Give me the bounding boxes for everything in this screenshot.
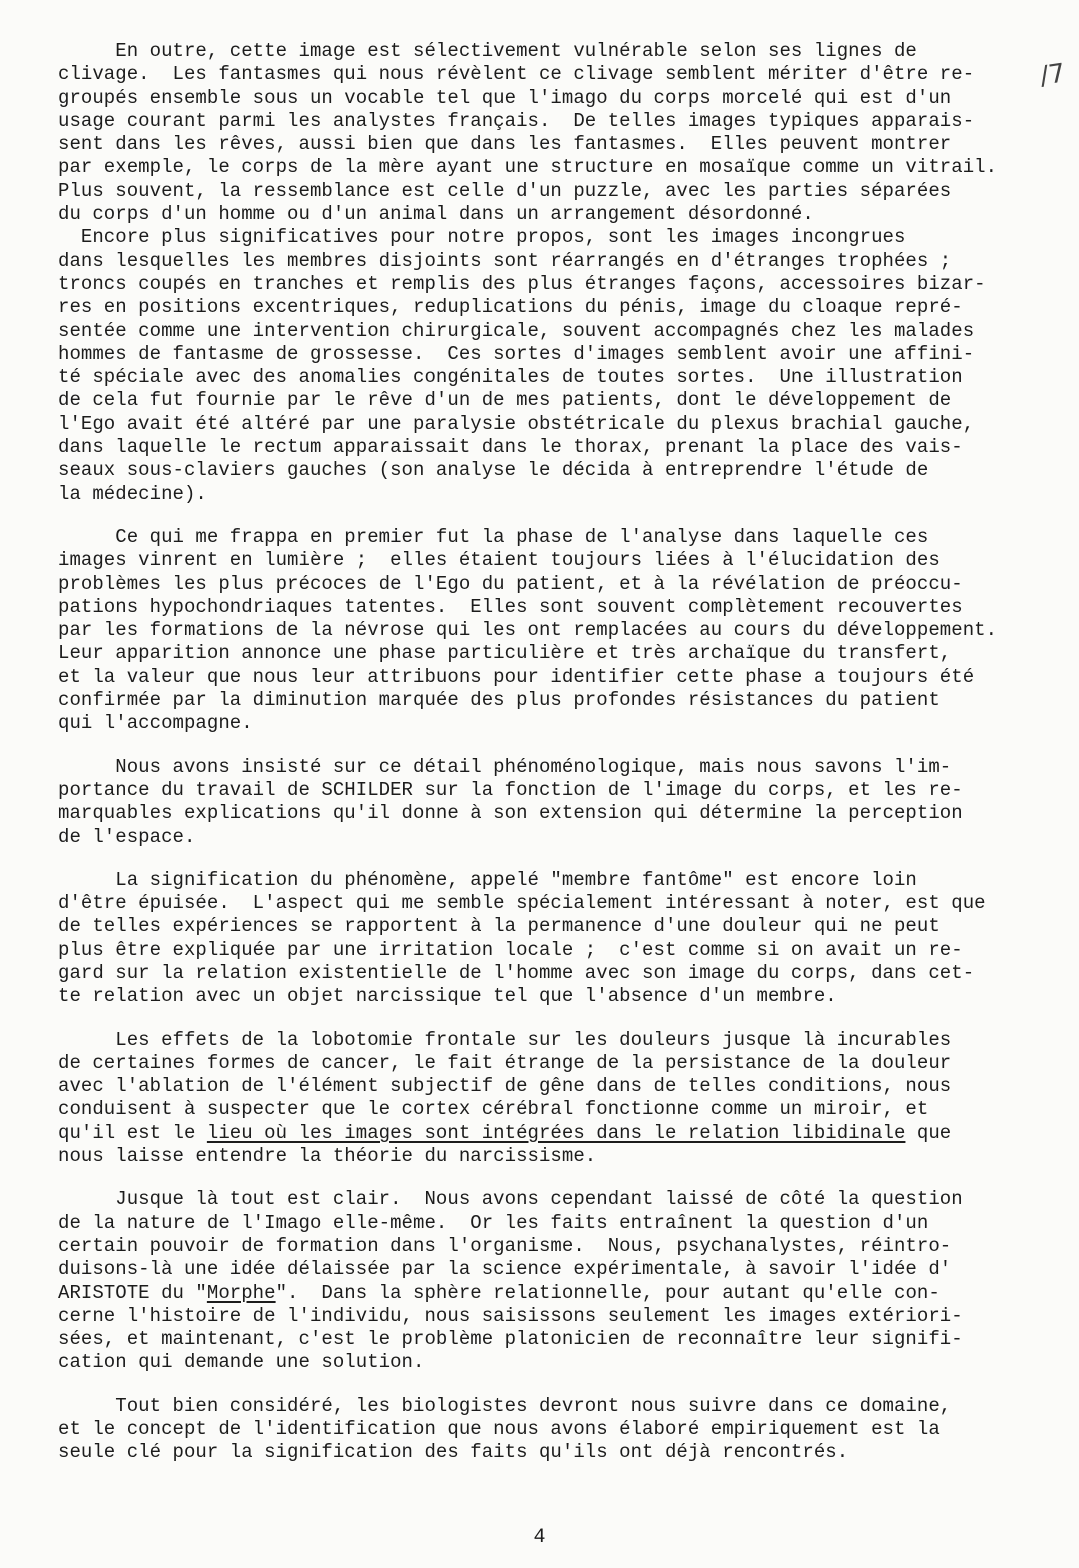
text-line: En outre, cette image est sélectivement vulnérable selon ses lignes de: [58, 40, 917, 62]
text-line: problèmes les plus précoces de l'Ego du patient, et à la révélation de préoccu-: [58, 572, 963, 595]
margin-annotation: /7: [1038, 58, 1068, 92]
text-line: certain pouvoir de formation dans l'organisme. Nous, psychanalystes, réintro-: [58, 1234, 952, 1257]
text-line: l'Ego avait été altéré par une paralysie obstétricale du plexus brachial gauche,: [58, 412, 975, 435]
text-line: plus être expliquée par une irritation locale ; c'est comme si on avait un re-: [58, 938, 963, 961]
text-line: Jusque là tout est clair. Nous avons cependant laissé de côté la question: [58, 1188, 963, 1211]
paragraph: [58, 226, 1053, 506]
document-page: [58, 40, 1053, 1465]
text-line: clivage. Les fantasmes qui nous révèlent ce clivage semblent mériter d'être re-: [58, 63, 975, 86]
text-line: par les formations de la névrose qui les ont remplacées au cours du développement.: [58, 619, 998, 642]
text-line: té spéciale avec des anomalies congénitales de toutes sortes. Une illustration: [58, 366, 963, 389]
text-line: de telles expériences se rapportent à la permanence d'une douleur qui ne peut: [58, 915, 940, 938]
text-line: La signification du phénomène, appelé "membre fantôme" est encore loin: [58, 868, 917, 891]
text-line: Leur apparition annonce une phase particulière et très archaïque du transfert,: [58, 642, 952, 665]
text-line: duisons-là une idée délaissée par la science expérimentale, à savoir l'idée d': [58, 1258, 952, 1281]
text-line: usage courant parmi les analystes français. De telles images typiques apparais-: [58, 109, 975, 132]
text-line: Nous avons insisté sur ce détail phénoménologique, mais nous savons l'im-: [58, 755, 952, 778]
text-line: hommes de fantasme de grossesse. Ces sortes d'images semblent avoir une affini-: [58, 342, 975, 365]
text-line: sent dans les rêves, aussi bien que dans les fantasmes. Elles peuvent montrer: [58, 133, 952, 156]
paragraph: [58, 756, 1053, 849]
text-line: de la nature de l'Imago elle-même. Or les faits entraînent la question d'un: [58, 1211, 929, 1234]
text-line: dans lesquelles les membres disjoints sont réarrangés en d'étranges trophées ;: [58, 249, 952, 272]
text-line: la médecine).: [58, 482, 207, 505]
text-line: cation qui demande une solution.: [58, 1351, 425, 1374]
text-line: sentée comme une intervention chirurgicale, souvent accompagnés chez les malades: [58, 319, 975, 342]
text-line: gard sur la relation existentielle de l'homme avec son image du corps, dans cet-: [58, 961, 975, 984]
text-line: Ce qui me frappa en premier fut la phase de l'analyse dans laquelle ces: [58, 525, 929, 548]
text-line: troncs coupés en tranches et remplis des plus étranges façons, accessoires bizar-: [58, 272, 986, 295]
text-line: de certaines formes de cancer, le fait étrange de la persistance de la douleur: [58, 1051, 952, 1074]
underlined-text: Morphe: [206, 1281, 276, 1304]
text-line: seaux sous-claviers gauches (son analyse le décida à entreprendre l'étude de: [58, 459, 929, 482]
text-line: seule clé pour la signification des faits qu'ils ont déjà rencontrés.: [58, 1441, 849, 1464]
text-line: qu'il est le lieu où les images sont intégrées dans le relation libidinale que: [58, 1121, 952, 1144]
text-line: images vinrent en lumière ; elles étaient toujours liées à l'élucidation des: [58, 549, 940, 572]
page-number: 4: [533, 1526, 546, 1549]
paragraph: [58, 1029, 1053, 1169]
text-line: Les effets de la lobotomie frontale sur les douleurs jusque là incurables: [58, 1028, 952, 1051]
text-line: du corps d'un homme ou d'un animal dans un arrangement désordonné.: [58, 203, 814, 226]
text-line: marquables explications qu'il donne à son extension qui détermine la perception: [58, 802, 963, 825]
text-line: avec l'ablation de l'élément subjectif de gêne dans de telles conditions, nous: [58, 1075, 952, 1098]
text-line: pations hypochondriaques tatentes. Elles sont souvent complètement recouvertes: [58, 595, 963, 618]
text-line: cerne l'histoire de l'individu, nous saisissons seulement les images extériori-: [58, 1304, 963, 1327]
paragraph: [58, 1395, 1053, 1465]
text-line: dans laquelle le rectum apparaissait dans le thorax, prenant la place des vais-: [58, 436, 963, 459]
text-line: qui l'accompagne.: [58, 712, 253, 735]
text-line: ARISTOTE du "Morphe". Dans la sphère relationnelle, pour autant qu'elle con-: [58, 1281, 940, 1304]
paragraph: [58, 526, 1053, 736]
text-line: et la valeur que nous leur attribuons pour identifier cette phase a toujours été: [58, 665, 975, 688]
underlined-text: lieu où les images sont intégrées dans le relation libidinale: [206, 1121, 906, 1144]
text-line: par exemple, le corps de la mère ayant une structure en mosaïque comme un vitrail.: [58, 156, 998, 179]
paragraph: [58, 869, 1053, 1009]
text-line: portance du travail de SCHILDER sur la fonction de l'image du corps, et les re-: [58, 778, 963, 801]
text-line: et le concept de l'identification que nous avons élaboré empiriquement est la: [58, 1418, 940, 1441]
text-line: te relation avec un objet narcissique tel que l'absence d'un membre.: [58, 985, 837, 1008]
text-line: res en positions excentriques, reduplications du pénis, image du cloaque repré-: [58, 296, 963, 319]
text-line: groupés ensemble sous un vocable tel que l'imago du corps morcelé qui est d'un: [58, 86, 952, 109]
paragraph: [58, 1188, 1053, 1374]
text-line: conduisent à suspecter que le cortex cérébral fonctionne comme un miroir, et: [58, 1098, 929, 1121]
text-line: nous laisse entendre la théorie du narcissisme.: [58, 1145, 597, 1168]
text-line: Encore plus significatives pour notre propos, sont les images incongrues: [58, 226, 906, 249]
text-line: de cela fut fournie par le rêve d'un de mes patients, dont le développement de: [58, 389, 952, 412]
text-line: Plus souvent, la ressemblance est celle d'un puzzle, avec les parties séparées: [58, 179, 952, 202]
text-line: sées, et maintenant, c'est le problème platonicien de reconnaître leur signifi-: [58, 1328, 963, 1351]
text-line: de l'espace.: [58, 825, 196, 848]
text-line: d'être épuisée. L'aspect qui me semble spécialement intéressant à noter, est que: [58, 892, 986, 915]
paragraph: [58, 40, 1053, 226]
text-line: confirmée par la diminution marquée des plus profondes résistances du patient: [58, 689, 940, 712]
text-line: Tout bien considéré, les biologistes devront nous suivre dans ce domaine,: [58, 1394, 952, 1417]
